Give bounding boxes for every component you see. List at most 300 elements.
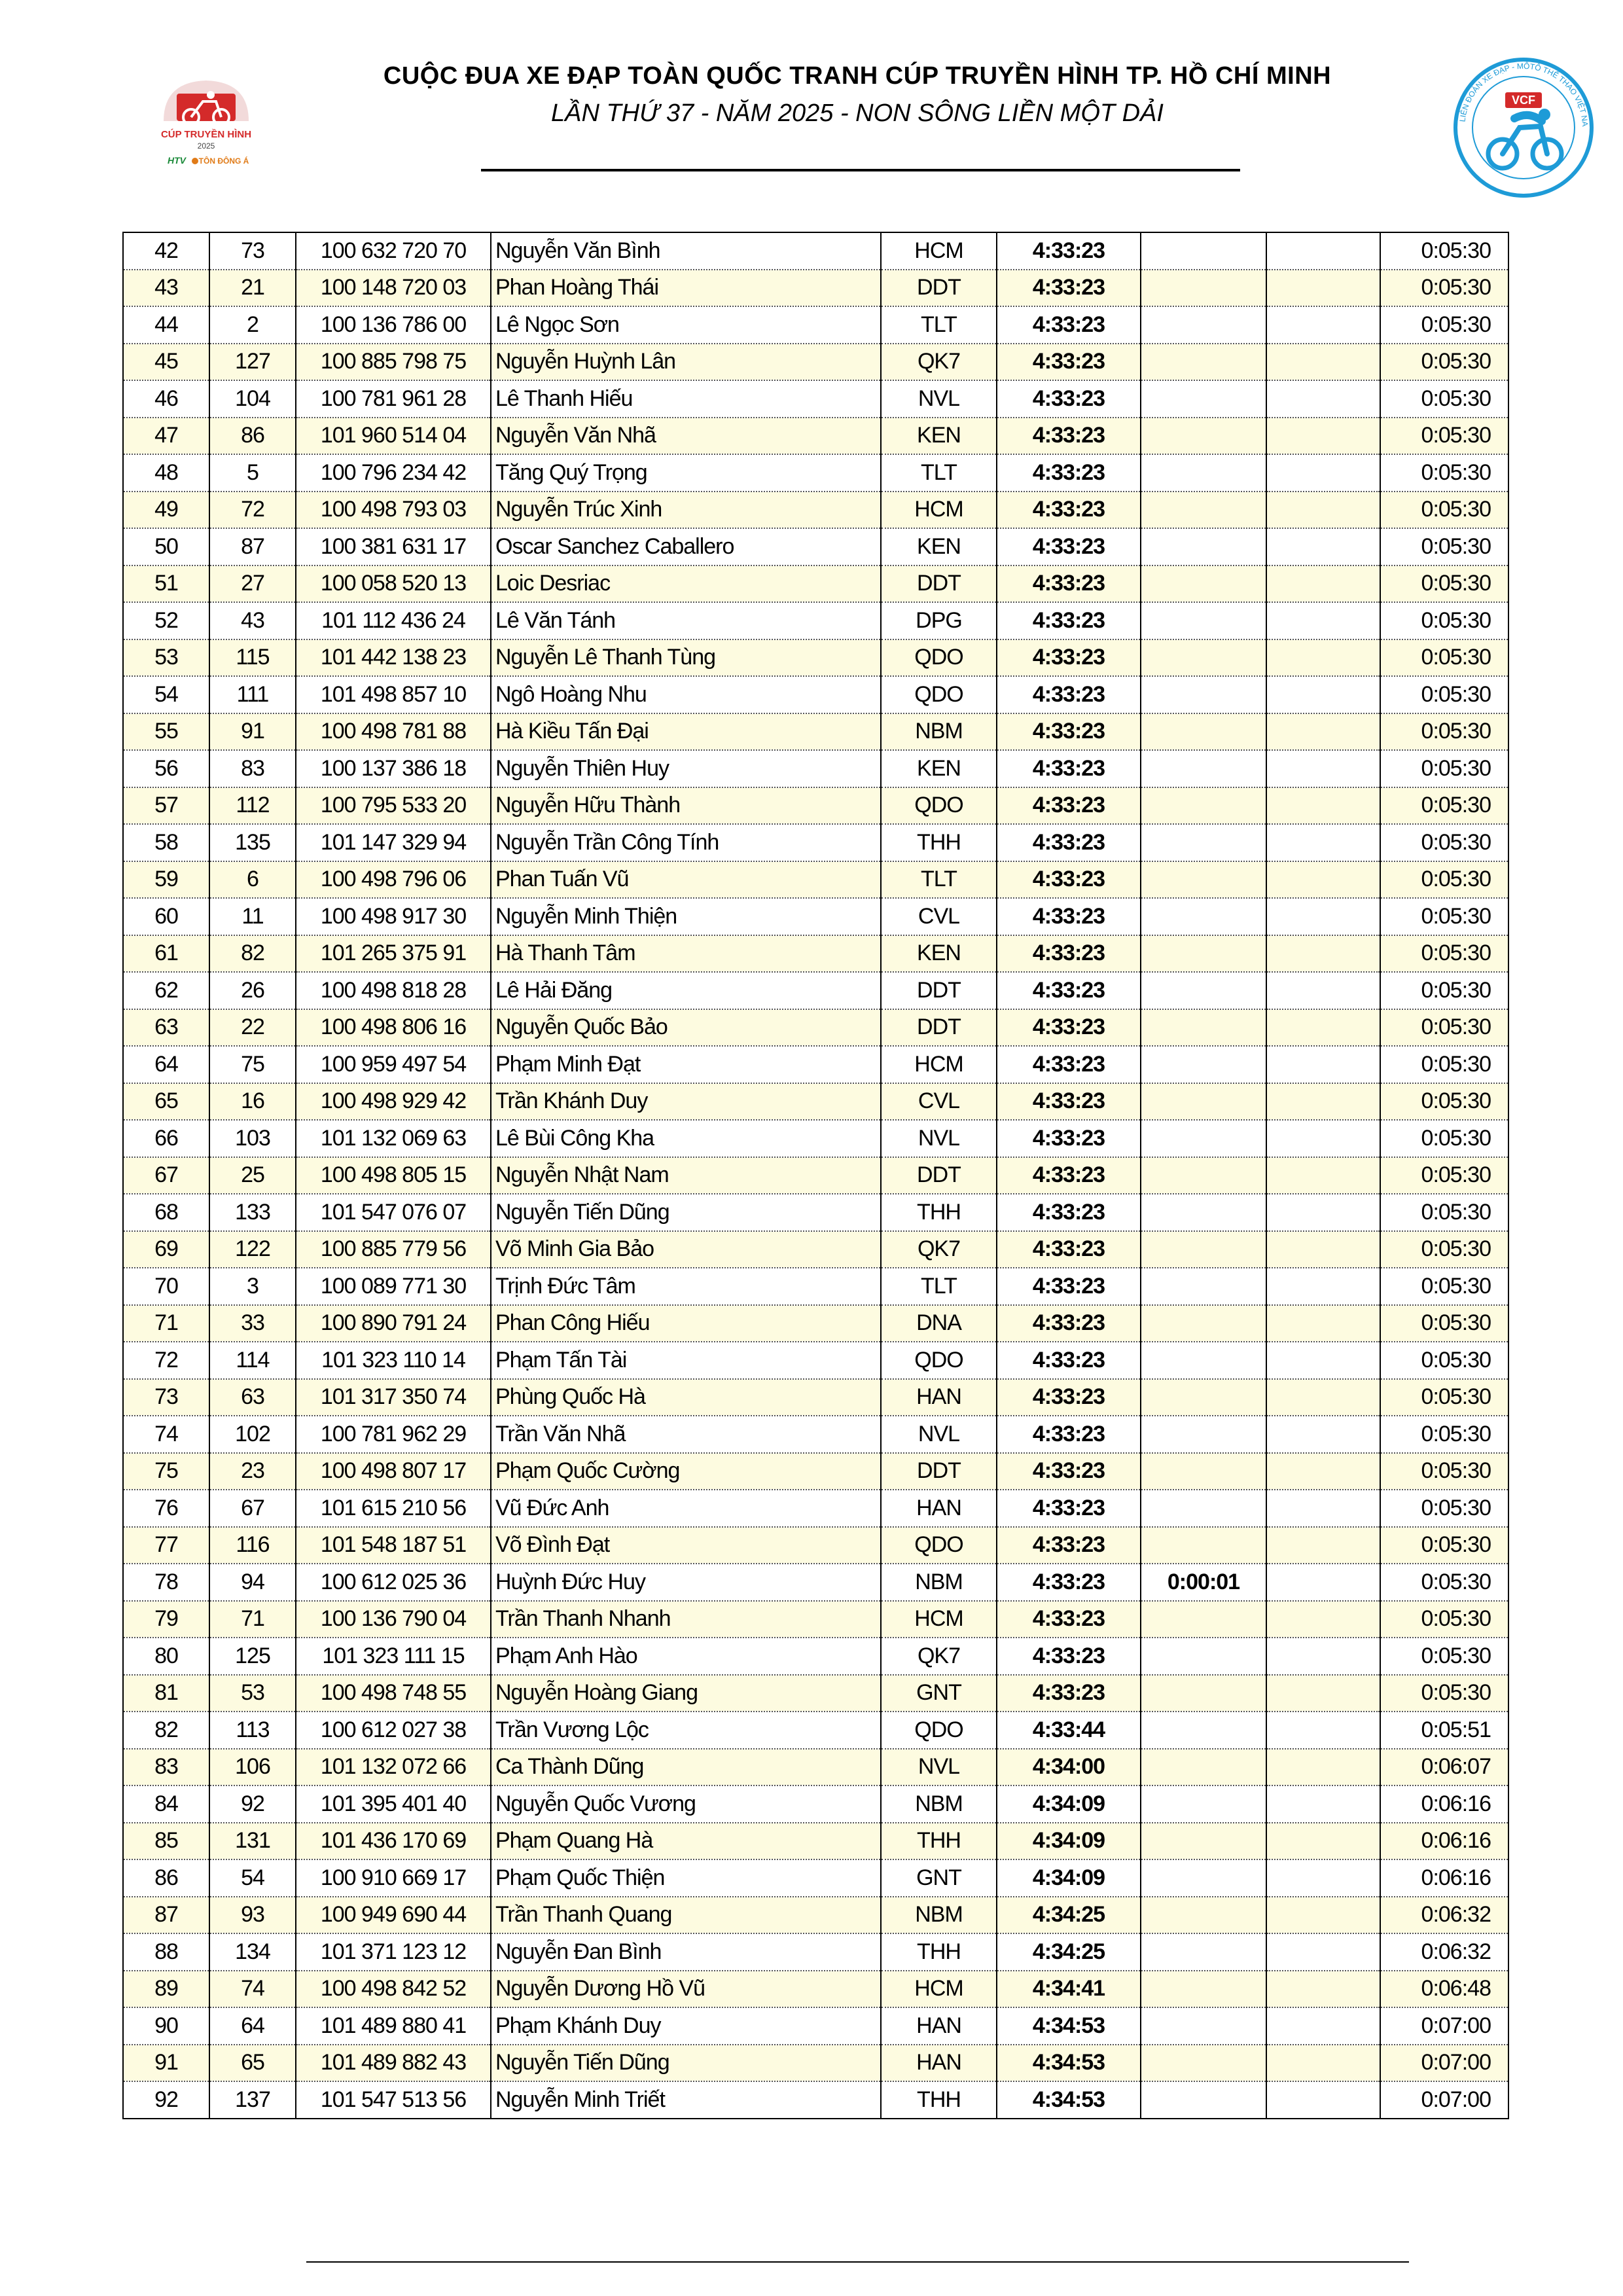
finish-time-cell: 4:33:23: [997, 1305, 1141, 1342]
time-gap-cell: 0:05:30: [1380, 270, 1508, 307]
uci-id-cell: 101 395 401 40: [296, 1785, 491, 1823]
bonus-time-cell: [1141, 2045, 1266, 2082]
team-code-cell: KEN: [881, 750, 997, 787]
bib-cell: 114: [209, 1342, 296, 1379]
table-row: [123, 1083, 1508, 1121]
finish-time-cell: 4:33:23: [997, 1490, 1141, 1527]
logo-left-line1: CÚP TRUYỀN HÌNH: [160, 129, 252, 140]
uci-id-cell: 100 136 786 00: [296, 306, 491, 344]
table-row: [123, 1971, 1508, 2008]
table-row: [123, 1157, 1508, 1194]
rank-cell: 83: [123, 1749, 209, 1786]
page-subtitle: LẦN THỨ 37 - NĂM 2025 - NON SÔNG LIỀN MỘT DẢI: [550, 99, 1164, 127]
bib-cell: 16: [209, 1083, 296, 1121]
table-row: [123, 1527, 1508, 1564]
table-row: [123, 306, 1508, 344]
rider-name-cell: Phan Hoàng Thái: [491, 270, 881, 307]
bonus-time-cell: [1141, 2081, 1266, 2119]
team-code-cell: THH: [881, 824, 997, 861]
page-title: CUỘC ĐUA XE ĐẠP TOÀN QUỐC TRANH CÚP TRUYỀN HÌNH TP. HỒ CHÍ MINH: [383, 62, 1332, 90]
finish-time-cell: 4:33:23: [997, 306, 1141, 344]
time-gap-cell: 0:05:30: [1380, 1675, 1508, 1712]
team-code-cell: THH: [881, 2081, 997, 2119]
finish-time-cell: 4:34:53: [997, 2007, 1141, 2045]
time-gap-cell: 0:05:30: [1380, 454, 1508, 492]
bonus-time-cell: [1141, 232, 1266, 270]
bonus-time-cell: [1141, 1009, 1266, 1047]
table-row: [123, 676, 1508, 713]
rank-cell: 90: [123, 2007, 209, 2045]
bib-cell: 93: [209, 1897, 296, 1934]
time-gap-cell: 0:05:30: [1380, 528, 1508, 565]
penalty-cell: [1266, 1601, 1380, 1638]
team-code-cell: NBM: [881, 1897, 997, 1934]
rank-cell: 67: [123, 1157, 209, 1194]
penalty-cell: [1266, 1785, 1380, 1823]
time-gap-cell: 0:05:30: [1380, 1638, 1508, 1675]
bib-cell: 65: [209, 2045, 296, 2082]
penalty-cell: [1266, 528, 1380, 565]
bib-cell: 125: [209, 1638, 296, 1675]
team-code-cell: DDT: [881, 270, 997, 307]
rider-name-cell: Nguyễn Quốc Bảo: [491, 1009, 881, 1047]
uci-id-cell: 101 547 076 07: [296, 1194, 491, 1231]
bonus-time-cell: [1141, 1823, 1266, 1860]
team-code-cell: NVL: [881, 380, 997, 418]
logo-left-line2: 2025: [197, 141, 215, 151]
table-row: [123, 1046, 1508, 1083]
penalty-cell: [1266, 972, 1380, 1009]
finish-time-cell: 4:33:23: [997, 1083, 1141, 1121]
bonus-time-cell: [1141, 1194, 1266, 1231]
finish-time-cell: 4:33:23: [997, 1231, 1141, 1268]
finish-time-cell: 4:33:23: [997, 565, 1141, 603]
time-gap-cell: 0:05:30: [1380, 1416, 1508, 1453]
bonus-time-cell: [1141, 1046, 1266, 1083]
penalty-cell: [1266, 898, 1380, 935]
uci-id-cell: 101 112 436 24: [296, 602, 491, 639]
uci-id-cell: 101 615 210 56: [296, 1490, 491, 1527]
penalty-cell: [1266, 1897, 1380, 1934]
team-code-cell: QDO: [881, 676, 997, 713]
uci-id-cell: 101 489 882 43: [296, 2045, 491, 2082]
time-gap-cell: 0:05:30: [1380, 344, 1508, 381]
penalty-cell: [1266, 1859, 1380, 1897]
time-gap-cell: 0:05:30: [1380, 1601, 1508, 1638]
bonus-time-cell: [1141, 639, 1266, 677]
finish-time-cell: 4:34:09: [997, 1859, 1141, 1897]
cup-logo: [151, 75, 262, 173]
bib-cell: 64: [209, 2007, 296, 2045]
bonus-time-cell: [1141, 1933, 1266, 1971]
finish-time-cell: 4:33:23: [997, 602, 1141, 639]
table-row: [123, 861, 1508, 899]
team-code-cell: HAN: [881, 2007, 997, 2045]
bonus-time-cell: [1141, 565, 1266, 603]
rider-name-cell: Phan Tuấn Vũ: [491, 861, 881, 899]
uci-id-cell: 100 498 917 30: [296, 898, 491, 935]
team-code-cell: QDO: [881, 639, 997, 677]
uci-id-cell: 100 959 497 54: [296, 1046, 491, 1083]
penalty-cell: [1266, 1305, 1380, 1342]
time-gap-cell: 0:05:30: [1380, 1453, 1508, 1490]
uci-id-cell: 101 436 170 69: [296, 1823, 491, 1860]
time-gap-cell: 0:05:30: [1380, 861, 1508, 899]
rider-name-cell: Phạm Khánh Duy: [491, 2007, 881, 2045]
bib-cell: 94: [209, 1564, 296, 1601]
time-gap-cell: 0:05:30: [1380, 1157, 1508, 1194]
penalty-cell: [1266, 1527, 1380, 1564]
bonus-time-cell: [1141, 898, 1266, 935]
team-code-cell: KEN: [881, 418, 997, 455]
uci-id-cell: 100 498 781 88: [296, 713, 491, 751]
bib-cell: 102: [209, 1416, 296, 1453]
team-code-cell: NVL: [881, 1416, 997, 1453]
team-code-cell: DNA: [881, 1305, 997, 1342]
rider-name-cell: Lê Văn Tánh: [491, 602, 881, 639]
rider-name-cell: Nguyễn Quốc Vương: [491, 1785, 881, 1823]
bib-cell: 74: [209, 1971, 296, 2008]
rank-cell: 52: [123, 602, 209, 639]
rider-name-cell: Nguyễn Tiến Dũng: [491, 2045, 881, 2082]
bib-cell: 137: [209, 2081, 296, 2119]
penalty-cell: [1266, 935, 1380, 973]
bib-cell: 103: [209, 1120, 296, 1157]
rank-cell: 62: [123, 972, 209, 1009]
uci-id-cell: 100 612 025 36: [296, 1564, 491, 1601]
finish-time-cell: 4:33:23: [997, 1194, 1141, 1231]
penalty-cell: [1266, 2081, 1380, 2119]
table-row: [123, 1859, 1508, 1897]
uci-id-cell: 101 489 880 41: [296, 2007, 491, 2045]
bonus-time-cell: [1141, 1268, 1266, 1305]
time-gap-cell: 0:05:30: [1380, 1046, 1508, 1083]
table-row: [123, 1564, 1508, 1601]
finish-time-cell: 4:33:23: [997, 1268, 1141, 1305]
rank-cell: 56: [123, 750, 209, 787]
bib-cell: 87: [209, 528, 296, 565]
time-gap-cell: 0:05:30: [1380, 602, 1508, 639]
rank-cell: 59: [123, 861, 209, 899]
time-gap-cell: 0:06:16: [1380, 1785, 1508, 1823]
rider-name-cell: Nguyễn Nhật Nam: [491, 1157, 881, 1194]
finish-time-cell: 4:33:23: [997, 1120, 1141, 1157]
rider-name-cell: Lê Thanh Hiếu: [491, 380, 881, 418]
finish-time-cell: 4:33:23: [997, 1453, 1141, 1490]
rank-cell: 42: [123, 232, 209, 270]
time-gap-cell: 0:07:00: [1380, 2045, 1508, 2082]
bib-cell: 104: [209, 380, 296, 418]
table-row: [123, 972, 1508, 1009]
table-row: [123, 1231, 1508, 1268]
uci-id-cell: 100 498 805 15: [296, 1157, 491, 1194]
rider-name-cell: Phạm Tấn Tài: [491, 1342, 881, 1379]
table-row: [123, 639, 1508, 677]
table-row: [123, 418, 1508, 455]
penalty-cell: [1266, 676, 1380, 713]
team-code-cell: HCM: [881, 492, 997, 529]
bib-cell: 82: [209, 935, 296, 973]
finish-time-cell: 4:33:23: [997, 935, 1141, 973]
rider-name-cell: Phạm Minh Đạt: [491, 1046, 881, 1083]
time-gap-cell: 0:05:30: [1380, 418, 1508, 455]
team-code-cell: NBM: [881, 1564, 997, 1601]
bonus-time-cell: [1141, 492, 1266, 529]
table-row: [123, 750, 1508, 787]
rank-cell: 72: [123, 1342, 209, 1379]
bib-cell: 115: [209, 639, 296, 677]
bib-cell: 112: [209, 787, 296, 825]
bonus-time-cell: [1141, 1859, 1266, 1897]
rider-name-cell: Lê Bùi Công Kha: [491, 1120, 881, 1157]
team-code-cell: DDT: [881, 972, 997, 1009]
rank-cell: 64: [123, 1046, 209, 1083]
bonus-time-cell: [1141, 528, 1266, 565]
team-code-cell: QDO: [881, 1527, 997, 1564]
bonus-time-cell: [1141, 1305, 1266, 1342]
team-code-cell: KEN: [881, 528, 997, 565]
bonus-time-cell: [1141, 1601, 1266, 1638]
time-gap-cell: 0:05:30: [1380, 1527, 1508, 1564]
team-code-cell: DDT: [881, 1157, 997, 1194]
team-code-cell: HAN: [881, 1379, 997, 1416]
bonus-time-cell: [1141, 787, 1266, 825]
rank-cell: 60: [123, 898, 209, 935]
finish-time-cell: 4:33:23: [997, 1675, 1141, 1712]
bonus-time-cell: [1141, 1083, 1266, 1121]
table-row: [123, 824, 1508, 861]
rank-cell: 53: [123, 639, 209, 677]
rider-name-cell: Nguyễn Văn Bình: [491, 232, 881, 270]
bib-cell: 135: [209, 824, 296, 861]
rider-name-cell: Loic Desriac: [491, 565, 881, 603]
time-gap-cell: 0:05:30: [1380, 898, 1508, 935]
uci-id-cell: 100 910 669 17: [296, 1859, 491, 1897]
bib-cell: 91: [209, 713, 296, 751]
uci-id-cell: 100 885 798 75: [296, 344, 491, 381]
penalty-cell: [1266, 565, 1380, 603]
team-code-cell: QDO: [881, 1712, 997, 1749]
bonus-time-cell: [1141, 344, 1266, 381]
uci-id-cell: 100 612 027 38: [296, 1712, 491, 1749]
uci-id-cell: 101 960 514 04: [296, 418, 491, 455]
finish-time-cell: 4:33:23: [997, 344, 1141, 381]
finish-time-cell: 4:33:23: [997, 380, 1141, 418]
time-gap-cell: 0:06:16: [1380, 1823, 1508, 1860]
team-code-cell: NBM: [881, 713, 997, 751]
bonus-time-cell: [1141, 972, 1266, 1009]
results-table: [122, 232, 1509, 2119]
logo-right-ring-text: LIÊN ĐOÀN XE ĐẠP - MÔTÔ THỂ THAO VIỆT NA: [1457, 61, 1590, 127]
time-gap-cell: 0:05:30: [1380, 1009, 1508, 1047]
bonus-time-cell: 0:00:01: [1141, 1564, 1266, 1601]
bonus-time-cell: [1141, 1712, 1266, 1749]
finish-time-cell: 4:33:23: [997, 1342, 1141, 1379]
penalty-cell: [1266, 787, 1380, 825]
time-gap-cell: 0:05:30: [1380, 972, 1508, 1009]
team-code-cell: GNT: [881, 1675, 997, 1712]
rider-name-cell: Huỳnh Đức Huy: [491, 1564, 881, 1601]
team-code-cell: QK7: [881, 344, 997, 381]
team-code-cell: DPG: [881, 602, 997, 639]
table-row: [123, 1933, 1508, 1971]
time-gap-cell: 0:05:30: [1380, 1342, 1508, 1379]
time-gap-cell: 0:06:07: [1380, 1749, 1508, 1786]
rank-cell: 48: [123, 454, 209, 492]
team-code-cell: THH: [881, 1933, 997, 1971]
uci-id-cell: 100 136 790 04: [296, 1601, 491, 1638]
penalty-cell: [1266, 713, 1380, 751]
team-code-cell: THH: [881, 1194, 997, 1231]
team-code-cell: HCM: [881, 232, 997, 270]
uci-id-cell: 100 885 779 56: [296, 1231, 491, 1268]
uci-id-cell: 100 148 720 03: [296, 270, 491, 307]
team-code-cell: GNT: [881, 1859, 997, 1897]
finish-time-cell: 4:34:41: [997, 1971, 1141, 2008]
rank-cell: 79: [123, 1601, 209, 1638]
time-gap-cell: 0:05:30: [1380, 1564, 1508, 1601]
rank-cell: 87: [123, 1897, 209, 1934]
finish-time-cell: 4:34:25: [997, 1933, 1141, 1971]
uci-id-cell: 101 317 350 74: [296, 1379, 491, 1416]
bib-cell: 2: [209, 306, 296, 344]
team-code-cell: TLT: [881, 454, 997, 492]
finish-time-cell: 4:33:23: [997, 861, 1141, 899]
bonus-time-cell: [1141, 306, 1266, 344]
finish-time-cell: 4:33:23: [997, 898, 1141, 935]
uci-id-cell: 100 498 807 17: [296, 1453, 491, 1490]
rider-name-cell: Ca Thành Dũng: [491, 1749, 881, 1786]
uci-id-cell: 101 547 513 56: [296, 2081, 491, 2119]
table-row: [123, 232, 1508, 270]
uci-id-cell: 100 795 533 20: [296, 787, 491, 825]
penalty-cell: [1266, 306, 1380, 344]
bonus-time-cell: [1141, 1785, 1266, 1823]
bib-cell: 63: [209, 1379, 296, 1416]
penalty-cell: [1266, 380, 1380, 418]
bonus-time-cell: [1141, 270, 1266, 307]
bib-cell: 134: [209, 1933, 296, 1971]
penalty-cell: [1266, 1194, 1380, 1231]
rider-name-cell: Võ Minh Gia Bảo: [491, 1231, 881, 1268]
team-code-cell: NVL: [881, 1120, 997, 1157]
bonus-time-cell: [1141, 602, 1266, 639]
rider-name-cell: Lê Hải Đăng: [491, 972, 881, 1009]
time-gap-cell: 0:05:30: [1380, 232, 1508, 270]
penalty-cell: [1266, 1490, 1380, 1527]
finish-time-cell: 4:33:23: [997, 972, 1141, 1009]
table-row: [123, 1305, 1508, 1342]
rank-cell: 47: [123, 418, 209, 455]
bib-cell: 23: [209, 1453, 296, 1490]
bonus-time-cell: [1141, 750, 1266, 787]
rank-cell: 65: [123, 1083, 209, 1121]
uci-id-cell: 100 137 386 18: [296, 750, 491, 787]
rider-name-cell: Nguyễn Minh Thiện: [491, 898, 881, 935]
bib-cell: 11: [209, 898, 296, 935]
table-row: [123, 1785, 1508, 1823]
bib-cell: 75: [209, 1046, 296, 1083]
penalty-cell: [1266, 1046, 1380, 1083]
team-code-cell: DDT: [881, 565, 997, 603]
rider-name-cell: Ngô Hoàng Nhu: [491, 676, 881, 713]
rank-cell: 73: [123, 1379, 209, 1416]
rider-name-cell: Tăng Quý Trọng: [491, 454, 881, 492]
finish-time-cell: 4:33:23: [997, 639, 1141, 677]
finish-time-cell: 4:33:23: [997, 232, 1141, 270]
uci-id-cell: 100 498 842 52: [296, 1971, 491, 2008]
logo-right-text: VCF: [1512, 94, 1535, 107]
penalty-cell: [1266, 1268, 1380, 1305]
rider-name-cell: Hà Thanh Tâm: [491, 935, 881, 973]
time-gap-cell: 0:05:30: [1380, 1120, 1508, 1157]
footer-divider: [306, 2261, 1409, 2263]
bib-cell: 27: [209, 565, 296, 603]
penalty-cell: [1266, 1749, 1380, 1786]
rank-cell: 75: [123, 1453, 209, 1490]
bib-cell: 54: [209, 1859, 296, 1897]
table-row: [123, 380, 1508, 418]
table-row: [123, 1601, 1508, 1638]
bib-cell: 21: [209, 270, 296, 307]
rank-cell: 89: [123, 1971, 209, 2008]
rider-name-cell: Trần Thanh Nhanh: [491, 1601, 881, 1638]
time-gap-cell: 0:05:30: [1380, 676, 1508, 713]
table-row: [123, 454, 1508, 492]
bib-cell: 5: [209, 454, 296, 492]
rank-cell: 58: [123, 824, 209, 861]
rider-name-cell: Nguyễn Dương Hồ Vũ: [491, 1971, 881, 2008]
penalty-cell: [1266, 344, 1380, 381]
finish-time-cell: 4:33:23: [997, 787, 1141, 825]
penalty-cell: [1266, 492, 1380, 529]
penalty-cell: [1266, 1823, 1380, 1860]
time-gap-cell: 0:05:30: [1380, 565, 1508, 603]
finish-time-cell: 4:33:23: [997, 824, 1141, 861]
rank-cell: 74: [123, 1416, 209, 1453]
penalty-cell: [1266, 824, 1380, 861]
bonus-time-cell: [1141, 380, 1266, 418]
bonus-time-cell: [1141, 1342, 1266, 1379]
rank-cell: 68: [123, 1194, 209, 1231]
time-gap-cell: 0:05:30: [1380, 639, 1508, 677]
rank-cell: 71: [123, 1305, 209, 1342]
table-row: [123, 1638, 1508, 1675]
finish-time-cell: 4:33:23: [997, 713, 1141, 751]
rank-cell: 81: [123, 1675, 209, 1712]
header-divider: [481, 169, 1240, 171]
table-row: [123, 1379, 1508, 1416]
team-code-cell: QDO: [881, 1342, 997, 1379]
finish-time-cell: 4:33:23: [997, 528, 1141, 565]
bonus-time-cell: [1141, 824, 1266, 861]
bib-cell: 113: [209, 1712, 296, 1749]
table-row: [123, 2007, 1508, 2045]
penalty-cell: [1266, 1638, 1380, 1675]
bib-cell: 127: [209, 344, 296, 381]
time-gap-cell: 0:07:00: [1380, 2081, 1508, 2119]
penalty-cell: [1266, 1971, 1380, 2008]
rank-cell: 80: [123, 1638, 209, 1675]
table-row: [123, 1823, 1508, 1860]
bonus-time-cell: [1141, 1749, 1266, 1786]
team-code-cell: TLT: [881, 1268, 997, 1305]
bonus-time-cell: [1141, 1490, 1266, 1527]
penalty-cell: [1266, 1712, 1380, 1749]
team-code-cell: DDT: [881, 1009, 997, 1047]
finish-time-cell: 4:33:23: [997, 1157, 1141, 1194]
penalty-cell: [1266, 639, 1380, 677]
